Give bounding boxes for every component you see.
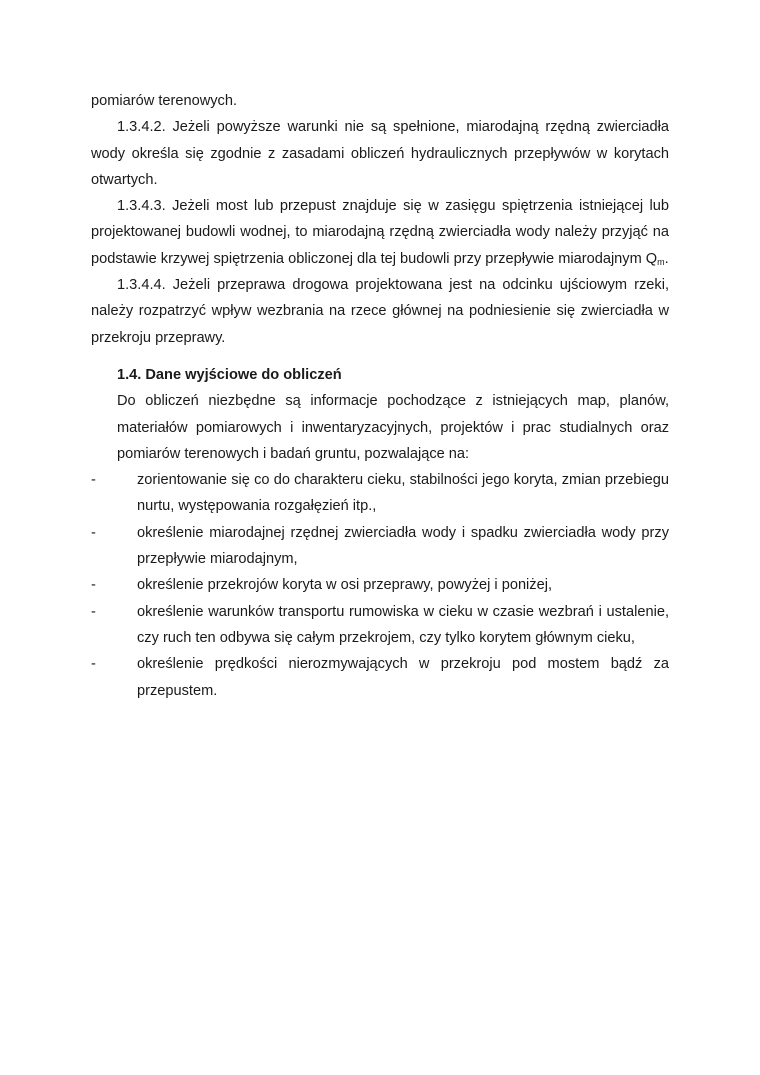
section-title: 1.4. Dane wyjściowe do obliczeń	[117, 366, 342, 383]
bullet-dash: -	[91, 656, 96, 673]
paragraph-1-3-4-4: 1.3.4.4. Jeżeli przeprawa drogowa projektowana jest na odcinku ujściowym rzeki, należy rozpatrzyć wpływ wezbrania na rzece głównej na podniesienie się zwierciadła w przekroju przeprawy.	[91, 277, 669, 346]
bullet-dash: -	[91, 577, 96, 594]
paragraph-1-3-4-3-text: 1.3.4.3. Jeżeli most lub przepust znajduje się w zasięgu spiętrzenia istniejącej lub projektowanej budowli wodnej, to miarodajną rzędną zwierciadła wody należy przyjąć na podstawie krzywej spiętrzenia obliczonej dla tej budowli przy przepływie miarodajnym Q	[91, 198, 669, 267]
bullet-list	[91, 467, 669, 704]
list-item-text: określenie prędkości nierozmywających w przekroju pod mostem bądź za przepustem.	[137, 656, 669, 699]
bullet-dash: -	[91, 472, 96, 489]
list-item-text: określenie warunków transportu rumowiska w cieku w czasie wezbrań i ustalenie, czy ruch ten odbywa się całym przekrojem, czy tylko korytem głównym cieku,	[137, 603, 669, 646]
flow-subscript: m	[657, 256, 665, 267]
list-item	[91, 599, 669, 652]
list-item-text: określenie miarodajnej rzędnej zwierciadła wody i spadku zwierciadła wody przy przepływie miarodajnym,	[137, 524, 669, 568]
list-item	[91, 651, 669, 704]
bullet-dash: -	[91, 524, 96, 541]
paragraph-1-3-4-3	[91, 193, 669, 272]
section-1-4	[91, 362, 669, 704]
list-item-text: określenie przekrojów koryta w osi przeprawy, powyżej i poniżej,	[137, 577, 553, 594]
document-page	[91, 88, 669, 704]
section-intro: Do obliczeń niezbędne są informacje pochodzące z istniejących map, planów, materiałów pomiarowych i inwentaryzacyjnych, projektów i prac studialnych oraz pomiarów terenowych i badań gruntu, pozwalające na:	[117, 393, 669, 462]
list-item	[91, 520, 669, 573]
bullet-dash: -	[91, 603, 96, 620]
list-item	[91, 572, 669, 598]
paragraph-1-3-4-3-end: .	[664, 250, 669, 267]
paragraph-1-3-4-2: 1.3.4.2. Jeżeli powyższe warunki nie są spełnione, miarodajną rzędną zwierciadła wody określa się zgodnie z zasadami obliczeń hydraulicznych przepływów w korytach otwartych.	[91, 119, 669, 188]
list-item	[91, 467, 669, 520]
continuation-text: pomiarów terenowych.	[91, 93, 238, 109]
list-item-text: zorientowanie się co do charakteru cieku, stabilności jego koryta, zmian przebiegu nurtu, występowania rozgałęzień itp.,	[137, 472, 669, 515]
